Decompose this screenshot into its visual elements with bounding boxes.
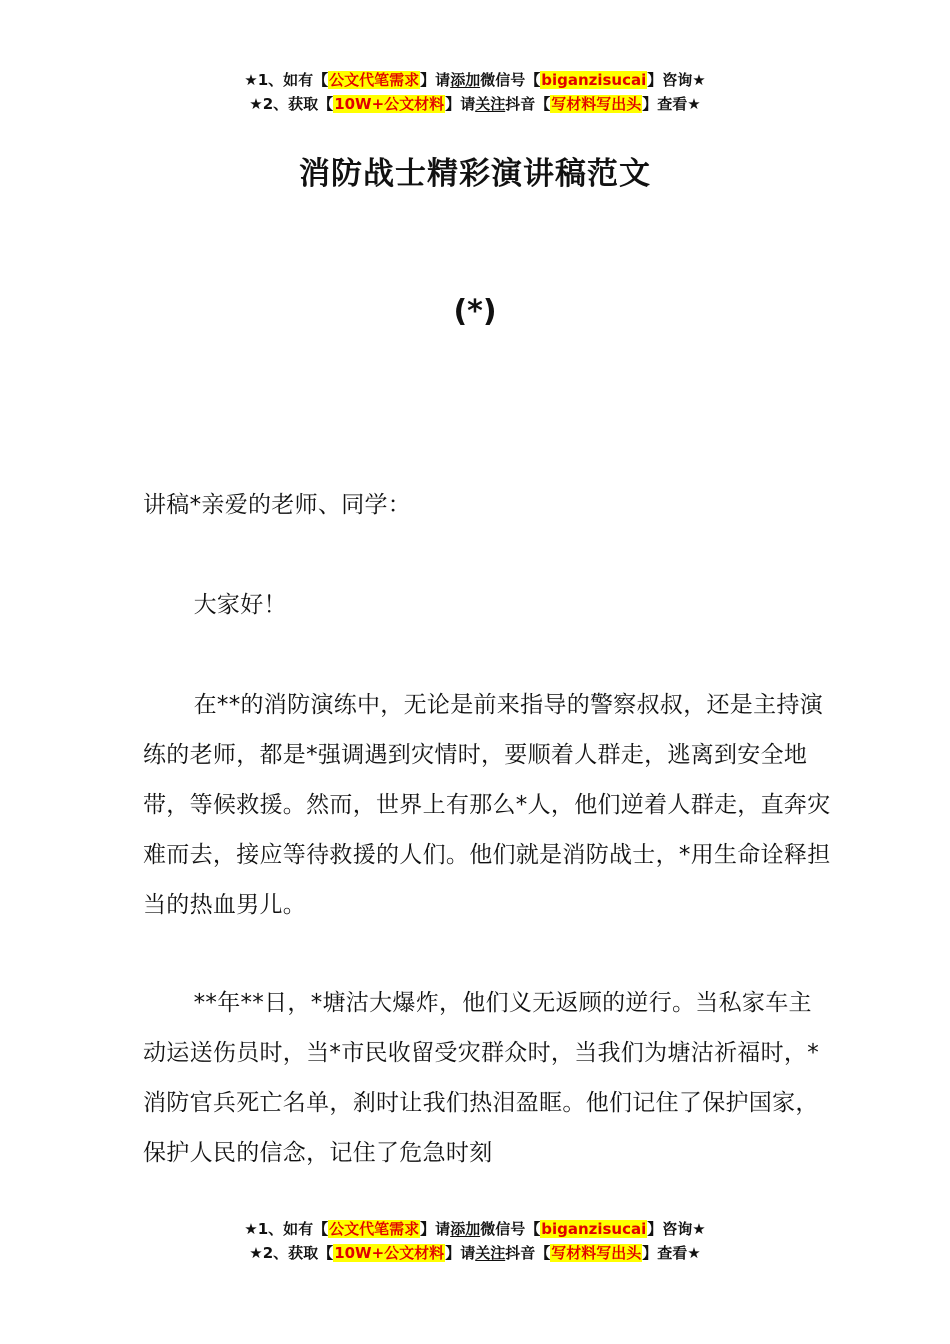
promo-2-highlight: 10W+公文材料 — [334, 95, 445, 113]
promo-2-mid2-bottom: 抖音【 — [505, 1244, 551, 1262]
promo-1-highlight: 公文代笔需求 — [329, 71, 420, 89]
document-title: 消防战士精彩演讲稿范文 — [299, 156, 651, 192]
promo-2-suffix-bottom: 】查看★ — [642, 1244, 701, 1262]
greeting — [143, 580, 833, 630]
promo-1-highlight-bottom: 公文代笔需求 — [329, 1220, 420, 1238]
promo-line-2-bottom — [0, 1241, 950, 1265]
promo-2-prefix: ★2、获取【 — [249, 95, 334, 113]
promo-1-underlined-bottom: 添加 — [450, 1220, 481, 1238]
paragraph-1 — [143, 680, 833, 930]
promo-1-suffix-bottom: 】咨询★ — [647, 1220, 706, 1238]
promo-1-wechat-id-bottom: biganzisucai — [541, 1220, 647, 1238]
promo-2-mid1-bottom: 】请 — [445, 1244, 476, 1262]
promo-1-mid2-bottom: 微信号【 — [480, 1220, 541, 1238]
promo-2-douyin-id-bottom: 写材料写出头 — [551, 1244, 642, 1262]
paragraph-2 — [143, 978, 833, 1178]
greeting-text: 大家好！ — [193, 592, 287, 618]
promo-1-prefix: ★1、如有【 — [244, 71, 329, 89]
promo-2-underlined: 关注 — [475, 95, 506, 113]
top-promo-banner — [0, 68, 950, 116]
promo-1-wechat-id: biganzisucai — [541, 71, 647, 89]
promo-1-underlined: 添加 — [450, 71, 481, 89]
promo-1-mid1: 】请 — [420, 71, 451, 89]
promo-2-mid2: 抖音【 — [505, 95, 551, 113]
promo-1-suffix: 】咨询★ — [647, 71, 706, 89]
promo-1-prefix-bottom: ★1、如有【 — [244, 1220, 329, 1238]
promo-2-highlight-bottom: 10W+公文材料 — [334, 1244, 445, 1262]
salutation-text: 讲稿*亲爱的老师、同学： — [143, 492, 412, 518]
paragraph-1-text: 在**的消防演练中，无论是前来指导的警察叔叔，还是主持演练的老师，都是*强调遇到灾情时，要顺着人群走，逃离到安全地带，等候救援。然而，世界上有那么*人，他们逆着人群走，直奔灾难而去，接应等待救援的人们。他们就是消防战士，*用生命诠释担当的热血男儿。 — [143, 692, 831, 918]
promo-2-prefix-bottom: ★2、获取【 — [249, 1244, 334, 1262]
promo-2-mid1: 】请 — [445, 95, 476, 113]
promo-line-2 — [0, 92, 950, 116]
bottom-promo-banner — [0, 1217, 950, 1265]
salutation — [143, 480, 833, 530]
promo-line-1-bottom — [0, 1217, 950, 1241]
promo-2-suffix: 】查看★ — [642, 95, 701, 113]
paragraph-2-text: **年**日，*塘沽大爆炸，他们义无返顾的逆行。当私家车主动运送伤员时，当*市民收留受灾群众时，当我们为塘沽祈福时，*消防官兵死亡名单，刹时让我们热泪盈眶。他们记住了保护国家，保护人民的信念，记住了危急时刻 — [143, 990, 819, 1166]
promo-2-douyin-id: 写材料写出头 — [551, 95, 642, 113]
document-subtitle: (*) — [453, 294, 497, 329]
promo-1-mid2: 微信号【 — [480, 71, 541, 89]
promo-2-underlined-bottom: 关注 — [475, 1244, 506, 1262]
promo-line-1 — [0, 68, 950, 92]
promo-1-mid1-bottom: 】请 — [420, 1220, 451, 1238]
